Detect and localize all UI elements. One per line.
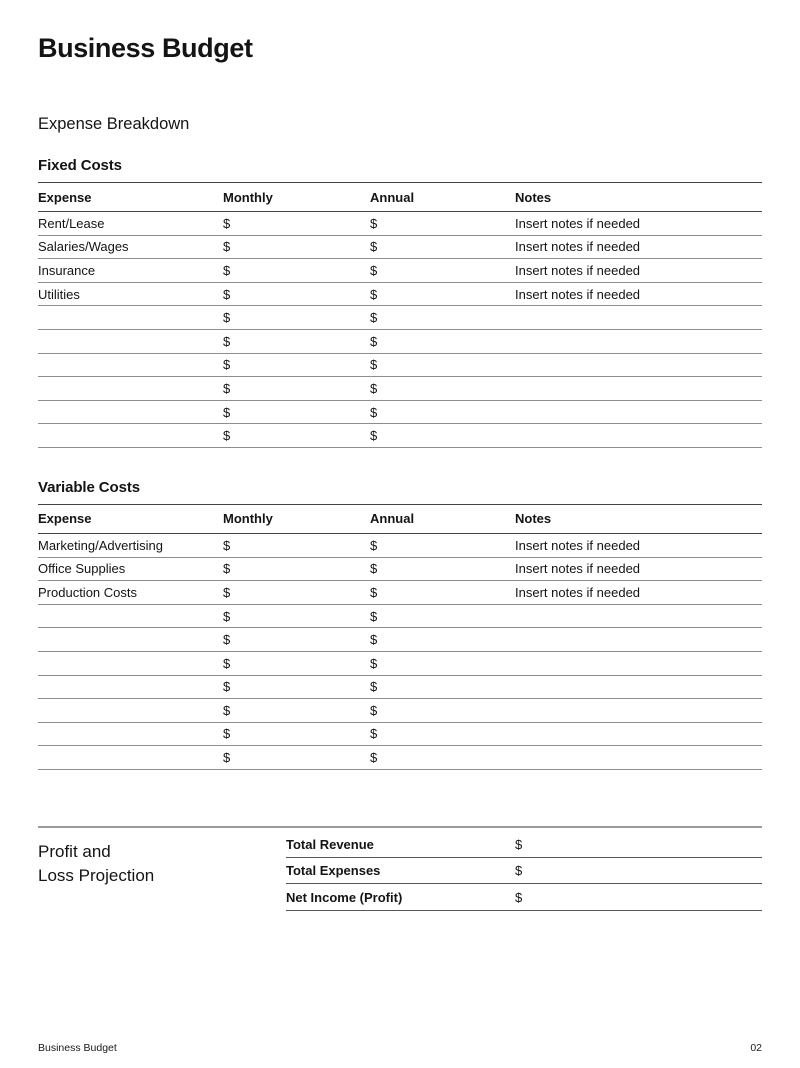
variable-costs-header-row xyxy=(38,505,762,534)
cell-monthly: $ xyxy=(223,357,231,373)
footer-page-number: 02 xyxy=(750,1042,762,1054)
column-header-expense: Expense xyxy=(38,511,92,527)
cell-annual: $ xyxy=(370,726,378,742)
cell-annual: $ xyxy=(370,310,378,326)
cell-monthly: $ xyxy=(223,561,231,577)
profit-loss-table xyxy=(286,828,762,911)
table-row xyxy=(286,884,762,910)
table-row xyxy=(38,259,762,283)
variable-costs-heading: Variable Costs xyxy=(38,478,140,496)
cell-annual: $ xyxy=(370,357,378,373)
table-row xyxy=(38,401,762,425)
fixed-costs-table xyxy=(38,182,762,448)
cell-monthly: $ xyxy=(223,608,231,624)
profit-loss-heading-line1: Profit and xyxy=(38,841,111,861)
cell-annual: $ xyxy=(370,584,378,600)
document-page xyxy=(0,33,800,911)
profit-loss-section xyxy=(38,828,762,911)
cell-monthly: $ xyxy=(223,537,231,553)
cell-annual: $ xyxy=(370,537,378,553)
cell-annual: $ xyxy=(370,608,378,624)
table-row xyxy=(38,746,762,770)
cell-monthly: $ xyxy=(223,655,231,671)
table-row xyxy=(38,676,762,700)
table-row xyxy=(38,581,762,605)
cell-notes: Insert notes if needed xyxy=(515,215,641,231)
cell-annual: $ xyxy=(370,750,378,766)
cell-value: $ xyxy=(515,889,523,905)
cell-annual: $ xyxy=(370,404,378,420)
table-row xyxy=(38,377,762,401)
cell-expense: Rent/Lease xyxy=(38,215,105,231)
table-row xyxy=(38,283,762,307)
cell-annual: $ xyxy=(370,380,378,396)
table-row xyxy=(38,212,762,236)
column-header-monthly: Monthly xyxy=(223,189,273,205)
table-row xyxy=(286,858,762,884)
cell-notes: Insert notes if needed xyxy=(515,537,641,553)
cell-annual: $ xyxy=(370,262,378,278)
cell-annual: $ xyxy=(370,428,378,444)
cell-label: Total Expenses xyxy=(286,863,381,879)
table-row xyxy=(38,558,762,582)
cell-expense: Marketing/Advertising xyxy=(38,537,163,553)
column-header-annual: Annual xyxy=(370,511,415,527)
cell-value: $ xyxy=(515,837,523,853)
column-header-notes: Notes xyxy=(515,511,552,527)
cell-monthly: $ xyxy=(223,750,231,766)
cell-notes: Insert notes if needed xyxy=(515,239,641,255)
cell-monthly: $ xyxy=(223,310,231,326)
cell-monthly: $ xyxy=(223,679,231,695)
footer-document-name: Business Budget xyxy=(38,1042,117,1054)
cell-expense: Production Costs xyxy=(38,584,137,600)
cell-annual: $ xyxy=(370,333,378,349)
page-footer xyxy=(38,1042,762,1054)
cell-annual: $ xyxy=(370,679,378,695)
cell-annual: $ xyxy=(370,702,378,718)
table-row xyxy=(38,354,762,378)
cell-notes: Insert notes if needed xyxy=(515,584,641,600)
section-heading-expense-breakdown: Expense Breakdown xyxy=(38,115,190,133)
cell-notes: Insert notes if needed xyxy=(515,286,641,302)
cell-annual: $ xyxy=(370,286,378,302)
cell-monthly: $ xyxy=(223,404,231,420)
column-header-expense: Expense xyxy=(38,189,92,205)
table-row xyxy=(38,534,762,558)
cell-notes: Insert notes if needed xyxy=(515,561,641,577)
cell-annual: $ xyxy=(370,655,378,671)
table-row xyxy=(38,330,762,354)
cell-annual: $ xyxy=(370,239,378,255)
table-row xyxy=(286,832,762,858)
fixed-costs-header-row xyxy=(38,183,762,212)
cell-value: $ xyxy=(515,863,523,879)
cell-expense: Utilities xyxy=(38,286,80,302)
variable-costs-table xyxy=(38,504,762,770)
cell-monthly: $ xyxy=(223,726,231,742)
cell-annual: $ xyxy=(370,561,378,577)
column-header-monthly: Monthly xyxy=(223,511,273,527)
cell-expense: Office Supplies xyxy=(38,561,126,577)
table-row xyxy=(38,236,762,260)
cell-annual: $ xyxy=(370,632,378,648)
cell-monthly: $ xyxy=(223,215,231,231)
cell-monthly: $ xyxy=(223,632,231,648)
cell-notes: Insert notes if needed xyxy=(515,262,641,278)
column-header-annual: Annual xyxy=(370,189,415,205)
table-row xyxy=(38,723,762,747)
cell-monthly: $ xyxy=(223,428,231,444)
profit-loss-heading-line2: Loss Projection xyxy=(38,865,155,885)
table-row xyxy=(38,652,762,676)
cell-expense: Insurance xyxy=(38,262,96,278)
column-header-notes: Notes xyxy=(515,189,552,205)
table-row xyxy=(38,424,762,448)
fixed-costs-heading: Fixed Costs xyxy=(38,157,122,174)
cell-expense: Salaries/Wages xyxy=(38,239,129,255)
cell-monthly: $ xyxy=(223,262,231,278)
table-row xyxy=(38,306,762,330)
cell-label: Total Revenue xyxy=(286,837,374,853)
cell-monthly: $ xyxy=(223,286,231,302)
table-row xyxy=(38,605,762,629)
cell-monthly: $ xyxy=(223,380,231,396)
table-row xyxy=(38,699,762,723)
profit-loss-heading xyxy=(38,828,286,911)
cell-monthly: $ xyxy=(223,239,231,255)
table-row xyxy=(38,628,762,652)
cell-label: Net Income (Profit) xyxy=(286,889,403,905)
cell-annual: $ xyxy=(370,215,378,231)
cell-monthly: $ xyxy=(223,702,231,718)
cell-monthly: $ xyxy=(223,333,231,349)
page-title: Business Budget xyxy=(38,33,253,63)
cell-monthly: $ xyxy=(223,584,231,600)
